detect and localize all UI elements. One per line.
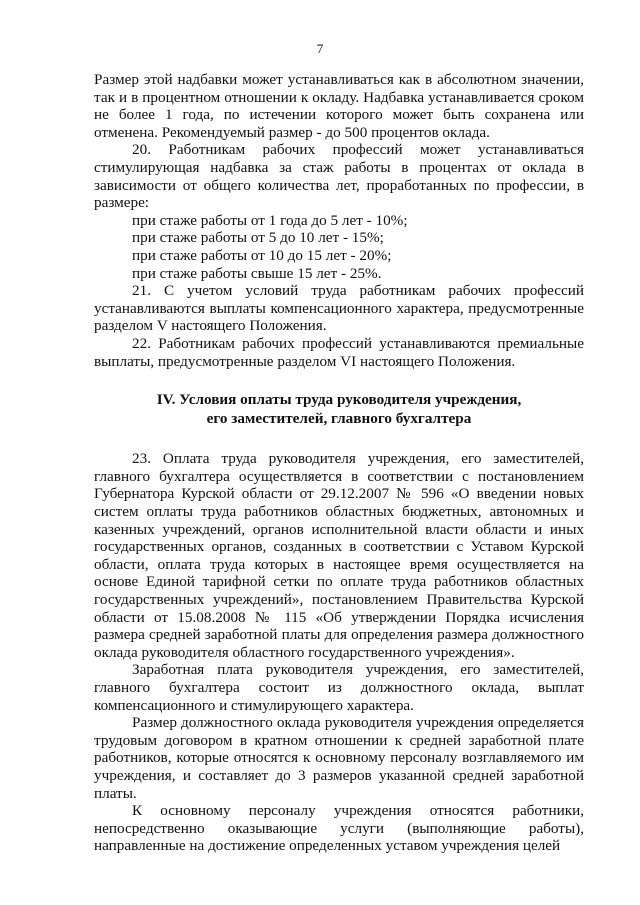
section-heading xyxy=(94,391,584,428)
paragraph-salary-size: Размер должностного оклада руководителя учреждения определяется трудовым договором в кратном отношении к средней заработной плате работников, которые относятся к основному персоналу возглавляемого им учреждения, и составляет до 3 размеров указанной средней заработной платы. xyxy=(94,714,584,802)
paragraph-salary-composition: Заработная плата руководителя учреждения, его заместителей, главного бухгалтера состоит из должностного оклада, выплат компенсационного и стимулирующего характера. xyxy=(94,661,584,714)
paragraph-allowance-size: Размер этой надбавки может устанавливаться как в абсолютном значении, так и в процентном отношении к окладу. Надбавка устанавливается сроком не более 1 года, по истечении которого может быть сохранена или отменена. Рекомендуемый размер - до 500 процентов оклада. xyxy=(94,71,584,141)
list-item: при стаже работы от 5 до 10 лет - 15%; xyxy=(132,229,384,247)
seniority-list xyxy=(94,212,584,282)
section-heading-line-2: его заместителей, главного бухгалтера xyxy=(206,409,472,427)
list-item: при стаже работы от 10 до 15 лет - 20%; xyxy=(132,246,392,264)
paragraph-23: 23. Оплата труда руководителя учреждения, его заместителей, главного бухгалтера осуществляется в соответствии с постановлением Губернатора Курской области от 29.12.2007 № 596 «О введении новых систем оплаты труда работников областных бюджетных, автономных и казенных учреждений, органов исполнительной власти области и иных государственных органов, созданных в соответствии с Уставом Курской области, оплата труда которых в настоящее время осуществляется на основе Единой тарифной сетки по оплате труда работников областных государственных учреждений», постановлением Правительства Курской области от 15.08.2008 № 115 «Об утверждении Порядка исчисления размера средней заработной платы для определения размера должностного оклада руководителя областного государственного учреждения». xyxy=(94,450,584,661)
paragraph-22: 22. Работникам рабочих профессий устанавливаются премиальные выплаты, предусмотренные разделом VI настоящего Положения. xyxy=(94,334,584,370)
paragraph-20: 20. Работникам рабочих профессий может устанавливаться стимулирующая надбавка за стаж работы в процентах от оклада в зависимости от общего количества лет, проработанных по профессии, в размере: xyxy=(94,141,584,212)
document-body xyxy=(94,71,584,855)
page-number: 7 xyxy=(316,41,324,56)
paragraph-21: 21. С учетом условий труда работникам рабочих профессий устанавливаются выплаты компенсационного характера, предусмотренные разделом V настоящего Положения. xyxy=(94,282,584,335)
section-heading-line-1: IV. Условия оплаты труда руководителя учреждения, xyxy=(156,391,522,409)
paragraph-main-personnel: К основному персоналу учреждения относятся работники, непосредственно оказывающие услуги (выполняющие работы), направленные на достижение определенных уставом учреждения целей xyxy=(94,802,584,855)
list-item: при стаже работы свыше 15 лет - 25%. xyxy=(132,264,382,282)
list-item: при стаже работы от 1 года до 5 лет - 10%; xyxy=(132,211,408,229)
